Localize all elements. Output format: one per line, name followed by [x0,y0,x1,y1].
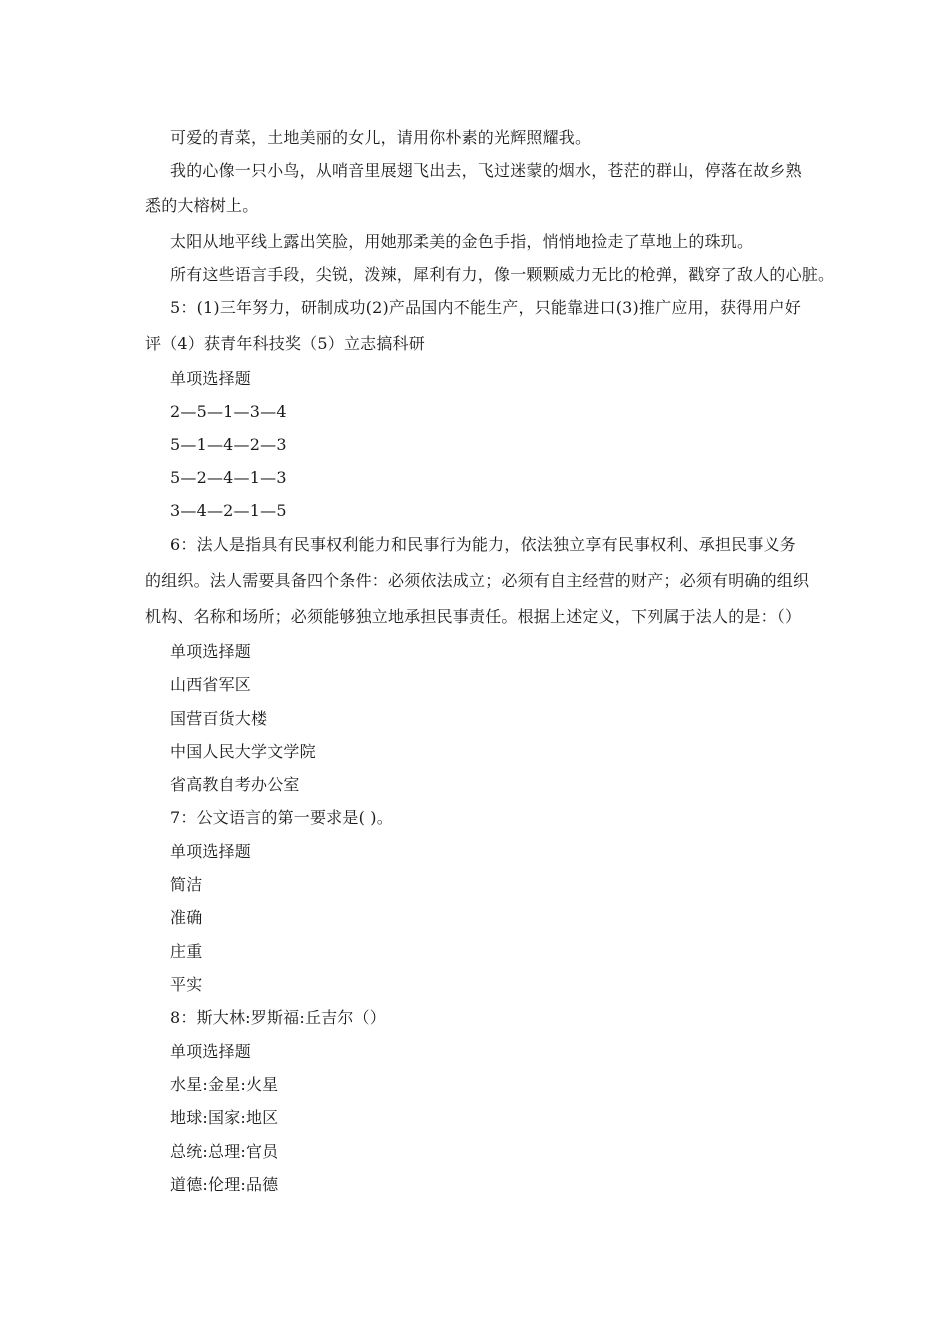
answer-option: 简洁 [170,875,203,894]
answer-option: 地球:国家:地区 [170,1108,279,1127]
question-6-stem: 的组织。法人需要具备四个条件：必须依法成立；必须有自主经营的财产；必须有明确的组织 [145,571,810,590]
answer-option: 国营百货大楼 [170,709,268,728]
question-7-stem: 7：公文语言的第一要求是( )。 [170,808,393,827]
answer-option: 5—1—4—2—3 [170,435,287,454]
answer-option: 水星:金星:火星 [170,1075,279,1094]
paragraph-text: 所有这些语言手段，尖锐，泼辣，犀利有力，像一颗颗威力无比的枪弹，戳穿了敌人的心脏。 [170,265,835,284]
question-5-stem: 5：(1)三年努力，研制成功(2)产品国内不能生产，只能靠进口(3)推广应用，获得用户好 [170,298,801,317]
question-type-label: 单项选择题 [170,842,252,861]
paragraph-text: 悉的大榕树上。 [145,196,259,215]
answer-option: 5—2—4—1—3 [170,468,287,487]
answer-option: 3—4—2—1—5 [170,501,287,520]
paragraph-text: 太阳从地平线上露出笑脸，用她那柔美的金色手指，悄悄地捡走了草地上的珠玑。 [170,232,754,251]
question-6-stem: 机构、名称和场所；必须能够独立地承担民事责任。根据上述定义，下列属于法人的是：（） [145,607,802,626]
question-6-stem: 6：法人是指具有民事权利能力和民事行为能力，依法独立享有民事权利、承担民事义务 [170,535,796,554]
answer-option: 山西省军区 [170,675,252,694]
question-type-label: 单项选择题 [170,642,252,661]
answer-option: 总统:总理:官员 [170,1142,279,1161]
question-5-stem: 评（4）获青年科技奖（5）立志搞科研 [145,334,425,353]
answer-option: 准确 [170,908,203,927]
answer-option: 省高教自考办公室 [170,775,300,794]
paragraph-text: 我的心像一只小鸟，从哨音里展翅飞出去，飞过迷蒙的烟水，苍茫的群山，停落在故乡熟 [170,161,802,180]
answer-option: 道德:伦理:品德 [170,1175,279,1194]
question-type-label: 单项选择题 [170,369,252,388]
answer-option: 中国人民大学文学院 [170,742,316,761]
answer-option: 平实 [170,975,203,994]
answer-option: 2—5—1—3—4 [170,402,287,421]
paragraph-text: 可爱的青菜，土地美丽的女儿，请用你朴素的光辉照耀我。 [170,128,592,147]
question-8-stem: 8：斯大林:罗斯福:丘吉尔（） [170,1008,386,1027]
answer-option: 庄重 [170,942,203,961]
question-type-label: 单项选择题 [170,1042,252,1061]
